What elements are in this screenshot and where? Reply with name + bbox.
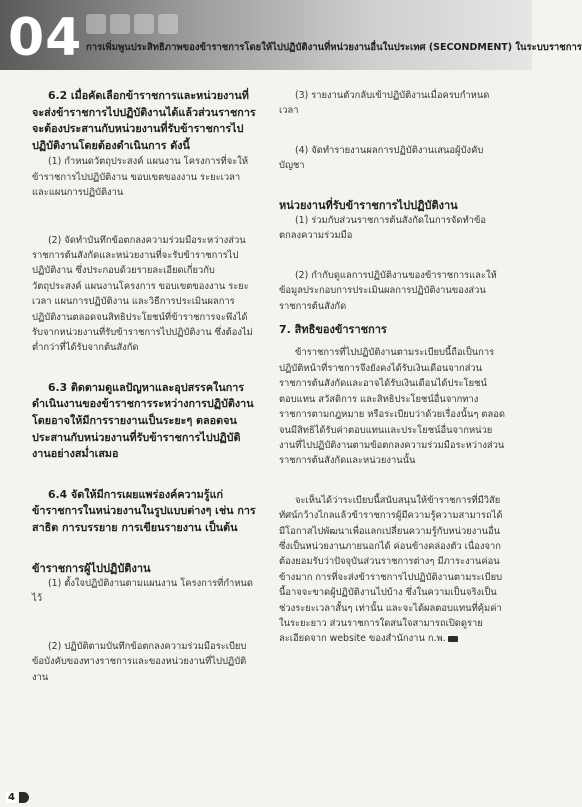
section-7-paragraph-1: ข้าราชการที่ไปปฏิบัติงานตามระเบียบนี้ถือเป็นการปฏิบัติหน้าที่ราชการจึงยังคงได้รับเงินเดือนจากส่วนราชการต้นสังกัดและอาจได้รับเงินเดือนได้ประโยชน์ตอบแทน สวัสดิการ และสิทธิประโยชน์อื่นจากทางราชการตามกฎหมาย หรือระเบียบว่าด้วยเรื่องนั้นๆ ตลอดจนมีสิทธิได้รับค่าตอบแทนและประโยชน์อื่นจากหน่วยงานที่ไปปฏิบัติงานตามข้อตกลงความร่วมมือระหว่างส่วนราชการต้นสังกัดและหน่วยงานนั้น (279, 347, 505, 467)
page-number: 4 (8, 791, 15, 803)
receiver-heading: หน่วยงานที่รับข้าราชการไปปฏิบัติงาน (279, 198, 458, 212)
section-6-2-item-1: (1) กำหนดวัตถุประสงค์ แผนงาน โครงการที่จะให้ข้าราชการไปปฏิบัติงาน ขอบเขตของงาน ระยะเวลา และแผนการปฏิบัติงาน (32, 156, 249, 199)
worker-item-2: (2) ปฏิบัติตามบันทึกข้อตกลงความร่วมมือระเบียบข้อบังคับของทางราชการและของหน่วยงานที่ไปปฏิบัติงาน (32, 640, 247, 683)
section-7-title: 7. สิทธิของข้าราชการ (279, 323, 387, 337)
worker-item-3: (3) รายงานตัวกลับเข้าปฏิบัติงานเมื่อครบกำหนดเวลา (279, 90, 490, 117)
section-6-4: 6.4 จัดให้มีการเผยแพร่องค์ความรู้แก่ข้าราชการในหน่วยงานในรูปแบบต่างๆ เช่น การสาธิต การบรรยาย การเขียนรายงาน เป็นต้น (32, 487, 256, 534)
left-column (32, 88, 258, 685)
worker-item-4: (4) จัดทำรายงานผลการปฏิบัติงานเสนอผู้บังคับบัญชา (279, 144, 484, 172)
header-decoration-icon (86, 14, 196, 38)
section-7-paragraph-2 (279, 493, 505, 647)
worker-item-1: (1) ตั้งใจปฏิบัติงานตามแผนงาน โครงการที่กำหนดไว้ (32, 578, 253, 605)
worker-heading: ข้าราชการผู้ไปปฏิบัติงาน (32, 561, 151, 575)
section-7-paragraph-2-text: จะเห็นได้ว่าระเบียบนี้สนับสนุนให้ข้าราชการที่มีวิสัยทัศน์กว้างไกลแล้วข้าราชการผู้มีความรู้ความสามารถได้มีโอกาสไปพัฒนาเพื่อแลกเปลี่ยนความรู้กับหน่วยงานอื่นซึ่งเป็นหน่วยงานภายนอกได้ ค่อนข้างคล่องตัว เนื่องจากต้องยอมรับว่าปัจจุบันส่วนราชการต่างๆ มีภาระงานค่อนข้างมาก การที่จะส่งข้าราชการไปปฏิบัติงานตามระเบียบนี้อาจจะขาดผู้ปฏิบัติงานไปบ้าง ซึ่งในความเป็นจริงเป็นช่วงระยะเวลาสั้นๆ เท่านั้น และจะได้ผลตอบแทนที่คุ้มค่าในระยะยาว ส่วนราชการใดสนใจสามารถเปิดดูรายละเอียดจาก website ของสำนักงาน ก.พ. (279, 494, 503, 645)
chapter-number: 04 (8, 8, 83, 68)
footer-tab-icon (19, 792, 29, 803)
right-column (279, 88, 505, 647)
running-header-title: การเพิ่มพูนประสิทธิภาพของข้าราชการโดยให้ไปปฏิบัติงานที่หน่วยงานอื่นในประเทศ (SECONDMENT) ในระบบราชการ (86, 42, 582, 53)
page-footer (6, 790, 34, 804)
end-of-article-icon (448, 636, 458, 642)
section-6-2-title: 6.2 เมื่อคัดเลือกข้าราชการและหน่วยงานที่จะส่งข้าราชการไปปฏิบัติงานได้แล้วส่วนราชการจะต้องประสานกับหน่วยงานที่รับข้าราชการไปปฏิบัติงานโดยต้องดำเนินการ ดังนี้ (32, 89, 256, 152)
receiver-item-2: (2) กำกับดูแลการปฏิบัติงานของข้าราชการและให้ข้อมูลประกอบการประเมินผลการปฏิบัติงานของส่วนราชการต้นสังกัด (279, 269, 497, 312)
section-6-2-item-2: (2) จัดทำบันทึกข้อตกลงความร่วมมือระหว่างส่วนราชการต้นสังกัดและหน่วยงานที่จะรับข้าราชการไปปฏิบัติงาน ซึ่งประกอบด้วยรายละเอียดเกี่ยวกับวัตถุประสงค์ แผนงานโครงการ ขอบเขตของงาน ระยะเวลา แผนการปฏิบัติงาน และวิธีการประเมินผลการปฏิบัติงานตลอดจนสิทธิประโยชน์ที่ข้าราชการจะพึงได้รับจากหน่วยงานที่รับข้าราชการไปปฏิบัติงาน ซึ่งต้องไม่ต่ำกว่าที่ได้รับจากต้นสังกัด (32, 234, 253, 354)
section-6-3: 6.3 ติดตามดูแลปัญหาและอุปสรรคในการดำเนินงานของข้าราชการระหว่างการปฏิบัติงาน โดยอาจให้มีการรายงานเป็นระยะๆ ตลอดจนประสานกับหน่วยงานที่รับข้าราชการไปปฏิบัติงานอย่างสม่ำเสมอ (32, 380, 254, 461)
receiver-item-1: (1) ร่วมกับส่วนราชการต้นสังกัดในการจัดทำข้อตกลงความร่วมมือ (279, 215, 486, 242)
